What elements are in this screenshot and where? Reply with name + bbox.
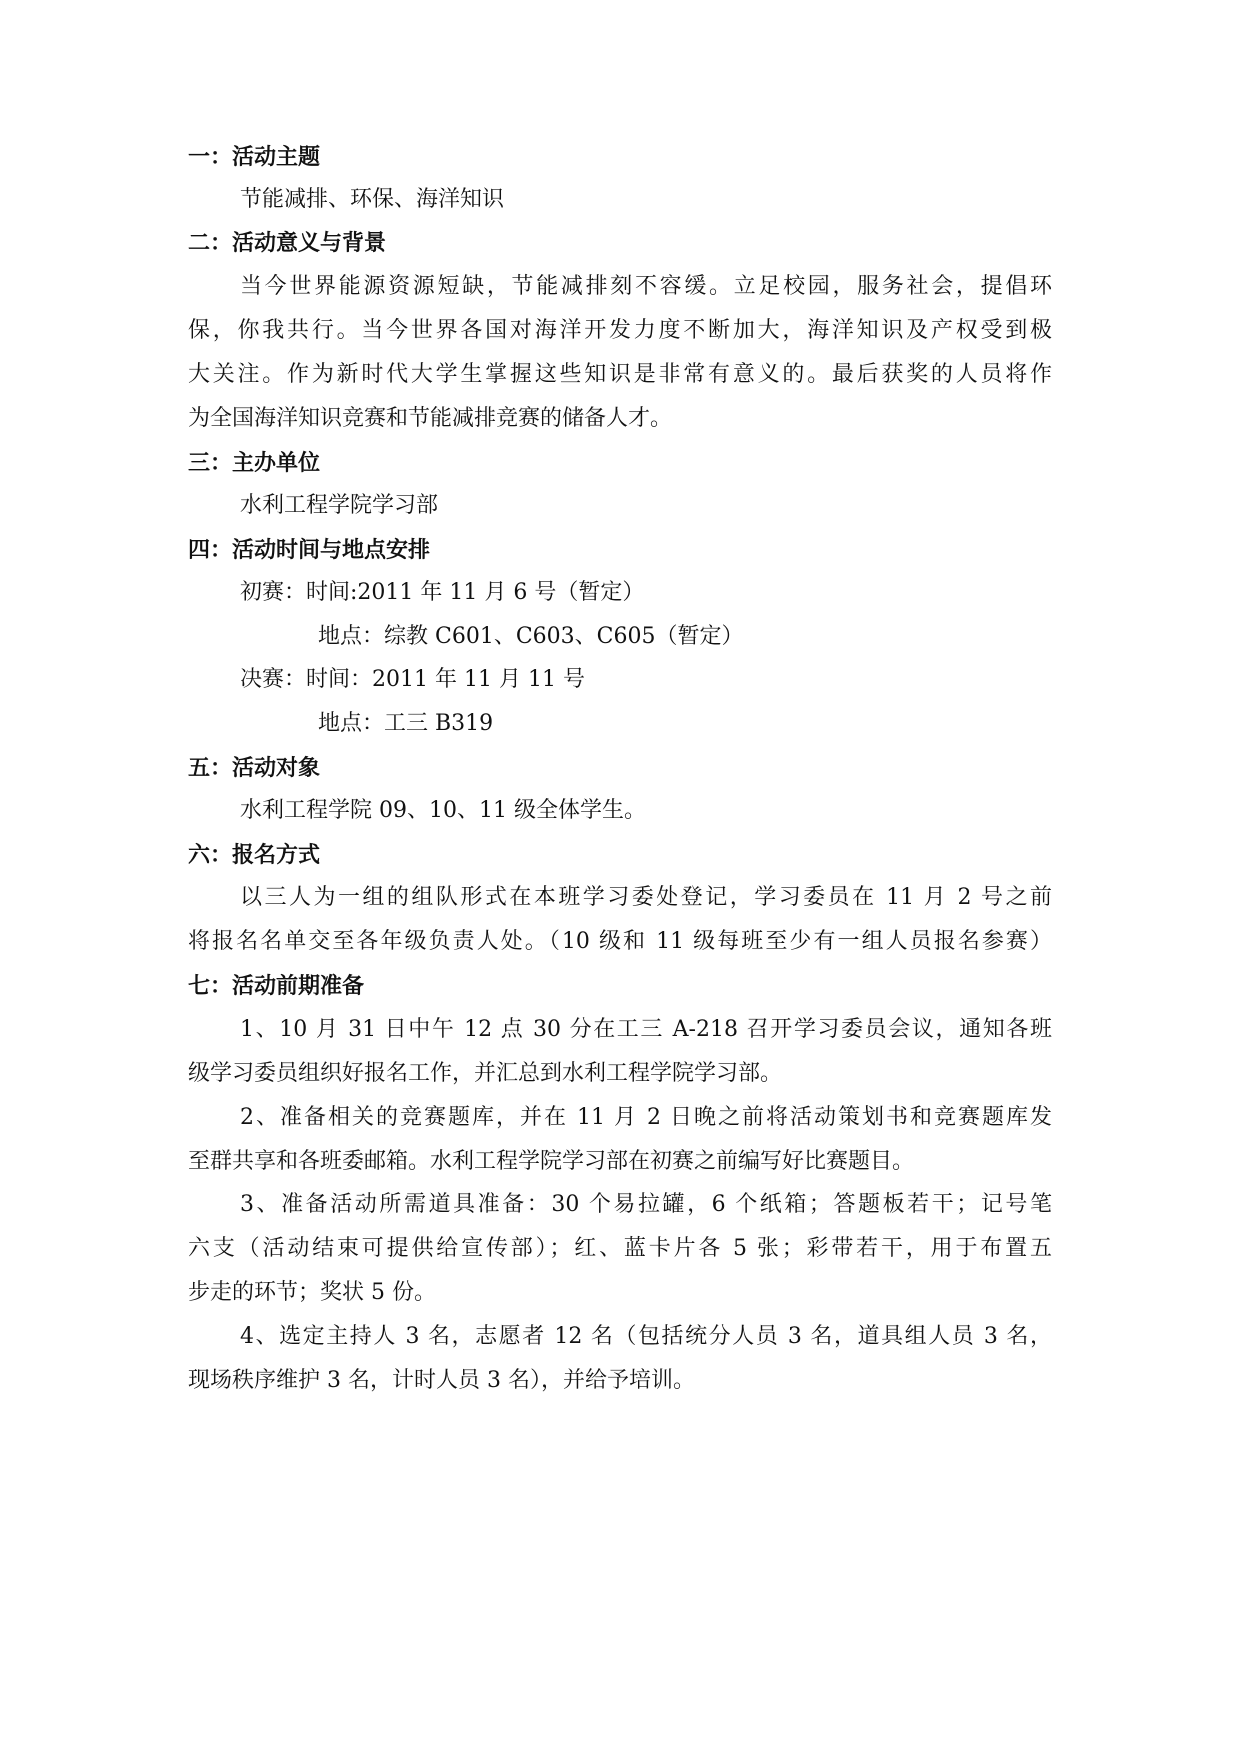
section-2-line-1: 当今世界能源资源短缺，节能减排刻不容缓。立足校园，服务社会，提倡环 (240, 274, 1052, 299)
schedule-prelim-location: 地点：综教 C601、C603、C605（暂定） (318, 624, 744, 649)
prep-item-3-line-1: 3、准备活动所需道具准备：30 个易拉罐，6 个纸箱；答题板若干；记号笔 (240, 1192, 1052, 1217)
prep-item-4-line-1: 4、选定主持人 3 名，志愿者 12 名（包括统分人员 3 名，道具组人员 3 名， (240, 1324, 1052, 1349)
prep-item-2-line-2: 至群共享和各班委邮箱。水利工程学院学习部在初赛之前编写好比赛题目。 (188, 1149, 915, 1174)
section-heading-5: 五：活动对象 (188, 755, 321, 781)
schedule-prelim-time: 初赛：时间:2011 年 11 月 6 号（暂定） (240, 580, 645, 605)
section-2-line-2: 保，你我共行。当今世界各国对海洋开发力度不断加大，海洋知识及产权受到极 (188, 318, 1052, 343)
schedule-final-location: 地点：工三 B319 (318, 711, 494, 736)
section-1-line-1: 节能减排、环保、海洋知识 (240, 187, 505, 212)
section-2-line-3: 大关注。作为新时代大学生掌握这些知识是非常有意义的。最后获奖的人员将作 (188, 362, 1052, 387)
section-3-line-1: 水利工程学院学习部 (240, 493, 439, 518)
prep-item-3-line-2: 六支（活动结束可提供给宣传部）；红、蓝卡片各 5 张；彩带若干，用于布置五 (188, 1236, 1052, 1261)
prep-item-3-line-3: 步走的环节；奖状 5 份。 (188, 1280, 436, 1305)
prep-item-4-line-2: 现场秩序维护 3 名，计时人员 3 名），并给予培训。 (188, 1368, 695, 1393)
section-2-line-4: 为全国海洋知识竞赛和节能减排竞赛的储备人才。 (188, 406, 673, 431)
section-6-line-2: 将报名名单交至各年级负责人处。（10 级和 11 级每班至少有一组人员报名参赛） (188, 929, 1052, 954)
section-6-line-1: 以三人为一组的组队形式在本班学习委处登记，学习委员在 11 月 2 号之前 (240, 885, 1052, 910)
section-heading-7: 七：活动前期准备 (188, 973, 365, 999)
prep-item-1-line-1: 1、10 月 31 日中午 12 点 30 分在工三 A-218 召开学习委员会议，通知各班 (240, 1017, 1052, 1042)
section-heading-4: 四：活动时间与地点安排 (188, 537, 431, 563)
prep-item-2-line-1: 2、准备相关的竞赛题库，并在 11 月 2 日晚之前将活动策划书和竞赛题库发 (240, 1105, 1052, 1130)
section-heading-2: 二：活动意义与背景 (188, 230, 387, 256)
section-5-line-1: 水利工程学院 09、10、11 级全体学生。 (240, 798, 646, 823)
section-heading-6: 六：报名方式 (188, 842, 321, 868)
section-heading-3: 三：主办单位 (188, 450, 321, 476)
prep-item-1-line-2: 级学习委员组织好报名工作，并汇总到水利工程学院学习部。 (188, 1061, 783, 1086)
section-heading-1: 一：活动主题 (188, 144, 321, 170)
schedule-final-time: 决赛：时间：2011 年 11 月 11 号 (240, 667, 585, 692)
